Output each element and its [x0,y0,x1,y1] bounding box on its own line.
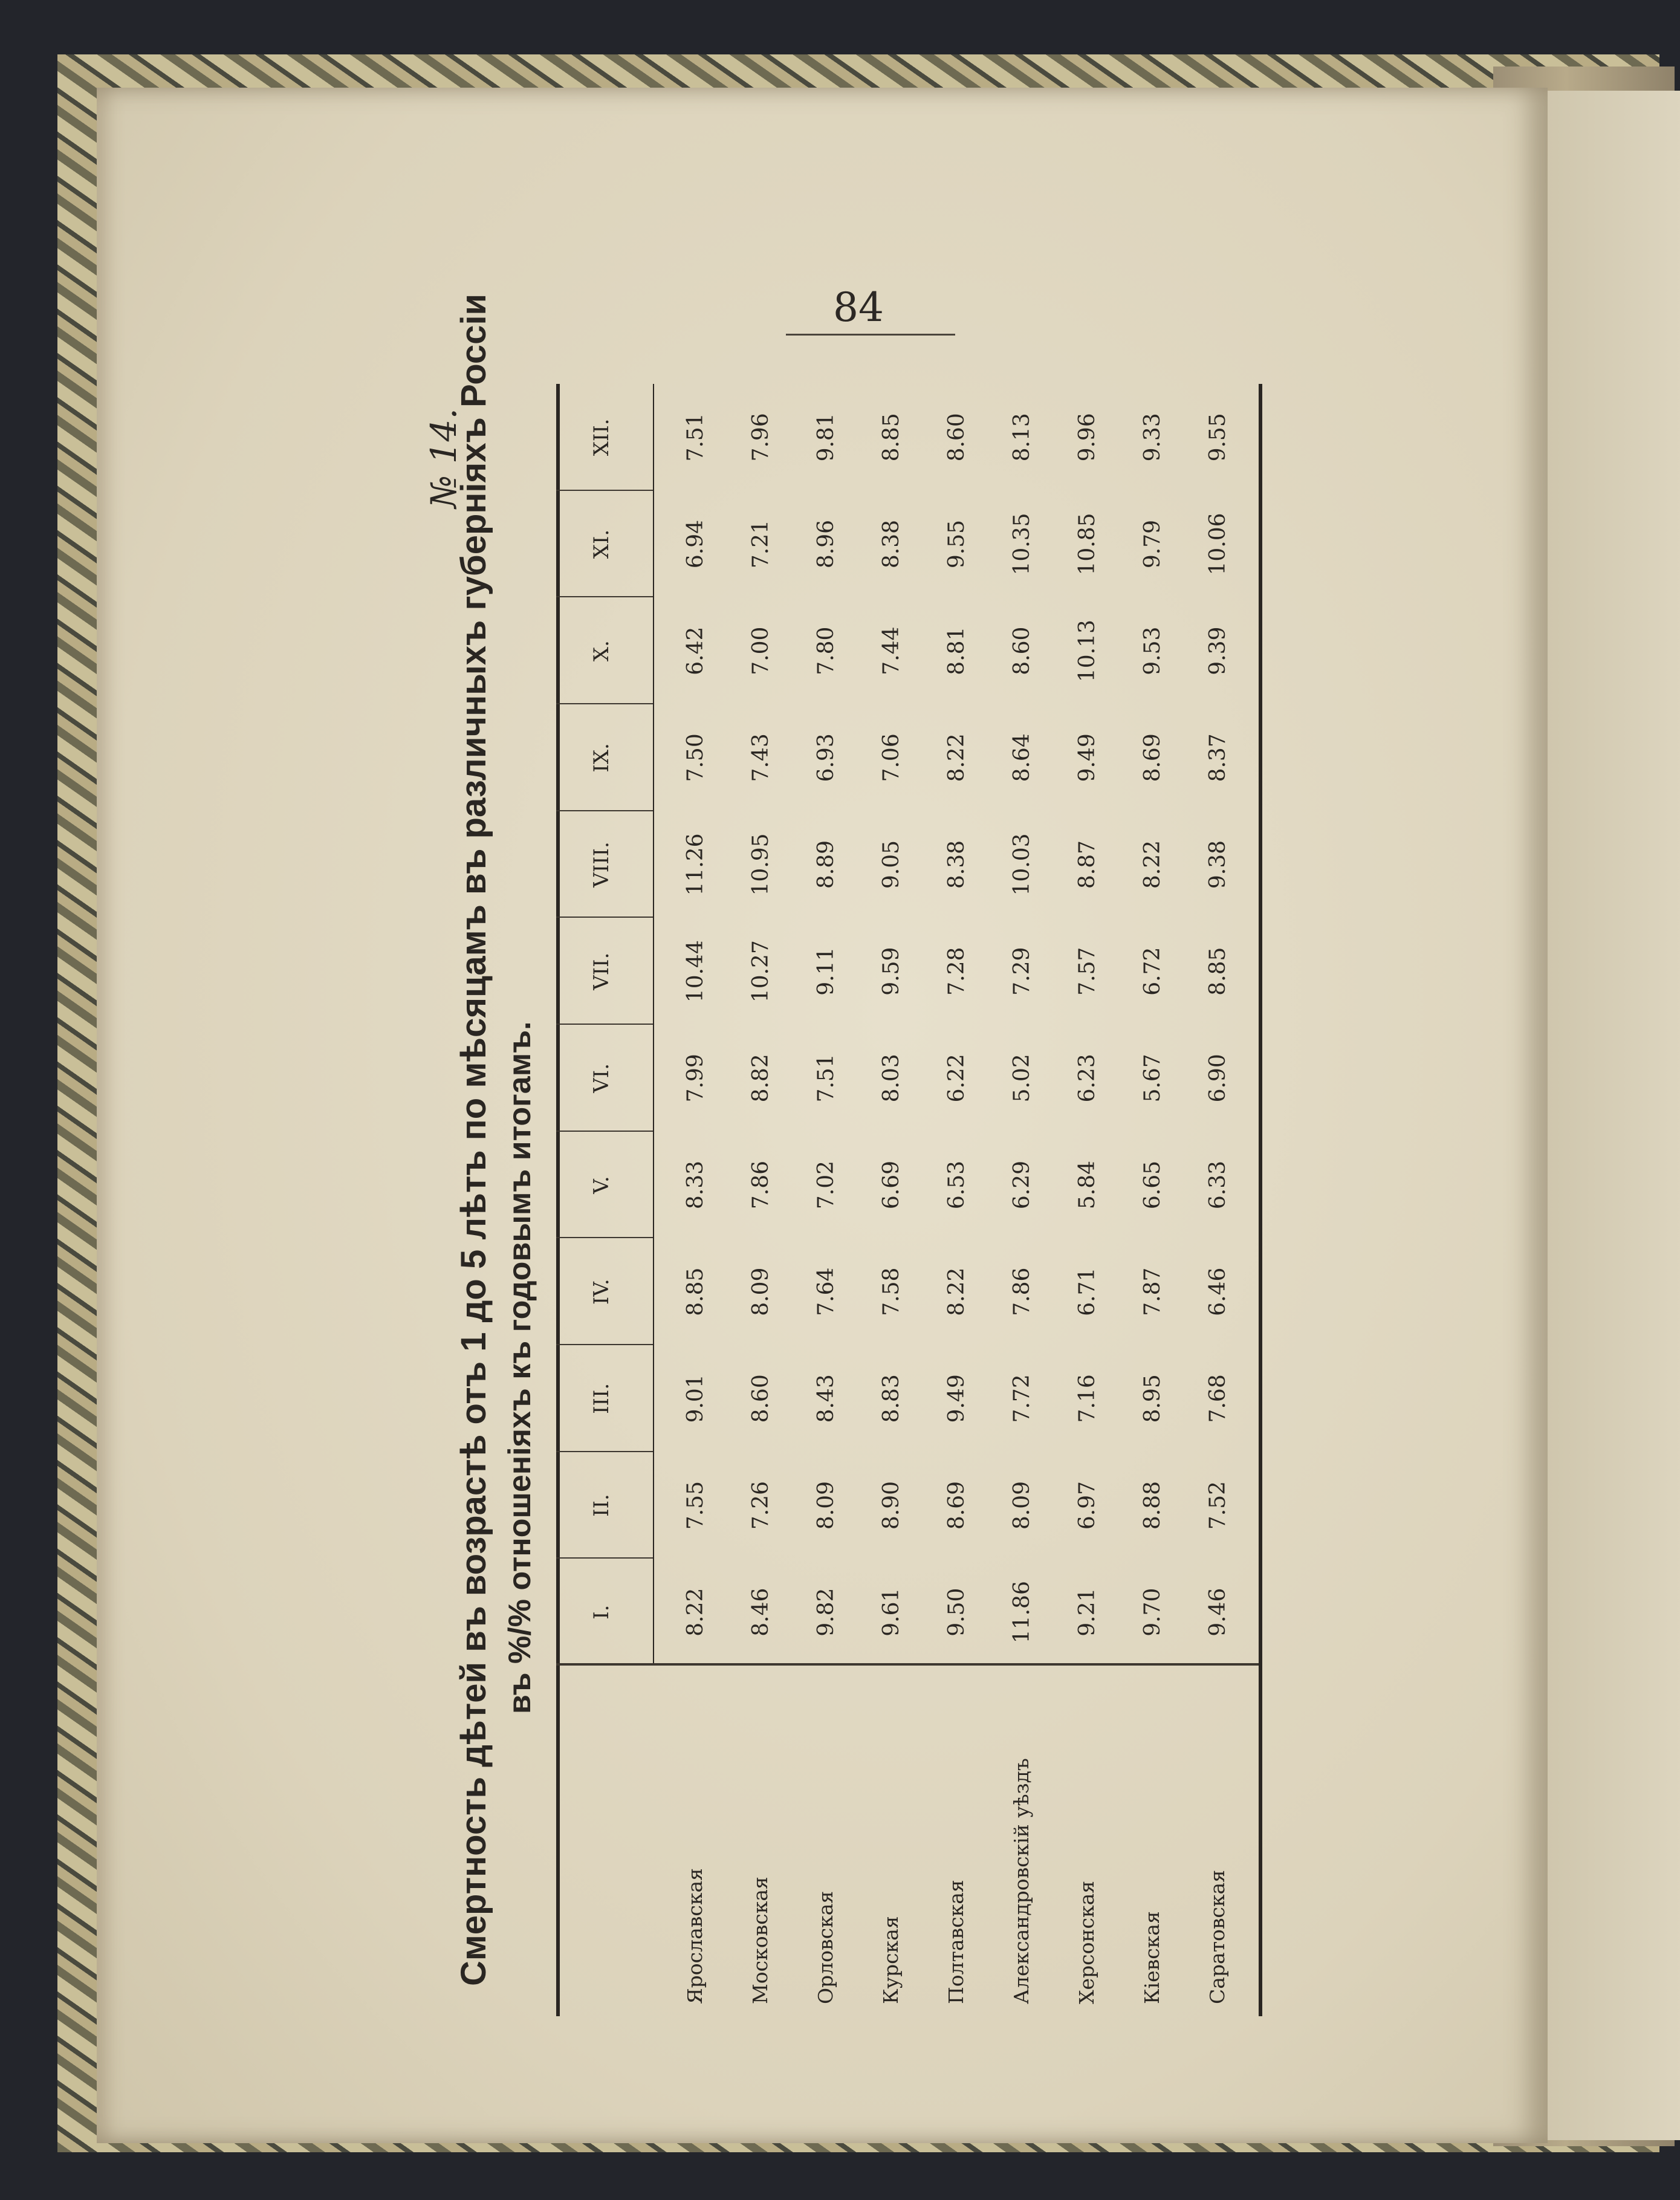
table-cell: 7.80 [814,626,838,675]
month-header: I. [589,1605,614,1620]
table-cell: 8.69 [944,1481,969,1530]
month-header: XII. [589,418,614,456]
row-label: Саратовская [1205,1869,1229,2004]
table-cell: 10.27 [748,940,773,1003]
table-cell: 7.86 [1010,1267,1034,1316]
table-cell: 9.96 [1075,413,1100,462]
table-cell: 9.55 [1205,413,1230,462]
table-cell: 9.79 [1140,519,1165,569]
table-cell: 8.22 [944,1267,969,1316]
table-cell: 6.22 [944,1054,969,1103]
month-header: X. [589,640,614,662]
table-cell: 11.26 [683,833,708,896]
table-cell: 10.03 [1010,833,1034,896]
table-cell: 8.82 [748,1054,773,1103]
table-cell: 6.53 [944,1160,969,1210]
month-header: V. [589,1176,614,1194]
table-cell: 6.72 [1140,947,1165,996]
table-cell: 7.28 [944,947,969,996]
table-cell: 7.21 [748,519,773,569]
table-cell: 7.57 [1075,947,1100,996]
table-cell: 5.84 [1075,1160,1100,1210]
table-cell: 9.59 [879,947,904,996]
table-number: № 14. [423,408,464,508]
table-top-rule [556,384,560,2016]
month-header: VI. [589,1063,614,1093]
table-cell: 9.49 [1075,733,1100,782]
table-cell: 7.06 [879,733,904,782]
table-cell: 7.99 [683,1054,708,1103]
table-cell: 9.21 [1075,1588,1100,1637]
row-label: Ярославская [683,1868,707,2004]
row-label: Херсонская [1075,1880,1098,2004]
table-cell: 7.58 [879,1267,904,1316]
month-header: XI. [589,529,614,559]
header-underline [653,384,654,1666]
table-cell: 5.67 [1140,1054,1165,1103]
table-cell: 6.46 [1205,1267,1230,1316]
table-cell: 9.53 [1140,626,1165,675]
month-header: III. [589,1383,614,1414]
table-cell: 8.90 [879,1481,904,1530]
table-cell: 9.33 [1140,413,1165,462]
row-label: Орловская [814,1890,837,2004]
month-header: IX. [589,743,614,773]
table-cell: 6.33 [1205,1160,1230,1210]
table-cell: 7.87 [1140,1267,1165,1316]
table-cell: 8.33 [683,1160,708,1210]
table-cell: 7.43 [748,733,773,782]
table-cell: 9.82 [814,1588,838,1637]
table-cell: 8.03 [879,1054,904,1103]
row-label: Курская [879,1916,903,2004]
table-cell: 7.02 [814,1160,838,1210]
table-cell: 8.95 [1140,1374,1165,1423]
table-cell: 9.01 [683,1374,708,1423]
table-cell: 8.38 [944,840,969,889]
facing-page [1545,91,1680,2140]
table-cell: 5.02 [1010,1054,1034,1103]
table-cell: 9.55 [944,519,969,569]
table-cell: 8.89 [814,840,838,889]
table-cell: 8.60 [748,1374,773,1423]
page-number-rule [786,334,955,336]
page-number: 84 [833,284,884,331]
table-cell: 9.11 [814,947,838,996]
table-cell: 8.60 [1010,626,1034,675]
table-cell: 7.50 [683,733,708,782]
table-cell: 9.39 [1205,626,1230,675]
table-cell: 9.81 [814,413,838,462]
table-cell: 7.72 [1010,1374,1034,1423]
table-cell: 8.22 [1140,840,1165,889]
month-header: IV. [589,1279,614,1305]
table-cell: 9.49 [944,1374,969,1423]
table-cell: 7.52 [1205,1481,1230,1530]
table-cell: 7.00 [748,626,773,675]
table-cell: 8.81 [944,626,969,675]
table-cell: 7.26 [748,1481,773,1530]
table-cell: 7.55 [683,1481,708,1530]
table-cell: 8.87 [1075,840,1100,889]
table-cell: 10.35 [1010,513,1034,576]
month-header: II. [589,1494,614,1517]
table-cell: 8.88 [1140,1481,1165,1530]
table-cell: 7.16 [1075,1374,1100,1423]
table-cell: 6.42 [683,626,708,675]
table-cell: 8.38 [879,519,904,569]
table-cell: 6.97 [1075,1481,1100,1530]
table-cell: 7.51 [683,413,708,462]
table-cell: 8.85 [683,1267,708,1316]
row-label: Кіевская [1140,1911,1164,2004]
table-cell: 8.09 [748,1267,773,1316]
table-cell: 8.22 [944,733,969,782]
table-cell: 10.44 [683,940,708,1003]
table-cell: 10.85 [1075,513,1100,576]
table-title: Смертность дѣтей въ возрастѣ отъ 1 до 5 лѣтъ по мѣсяцамъ въ различныхъ губерніяхъ Россіи [454,293,493,1986]
table-cell: 9.50 [944,1588,969,1637]
table-cell: 8.09 [814,1481,838,1530]
table-cell: 8.22 [683,1588,708,1637]
table-cell: 8.09 [1010,1481,1034,1530]
table-cell: 8.60 [944,413,969,462]
table-cell: 9.46 [1205,1588,1230,1637]
table-cell: 9.61 [879,1588,904,1637]
table-cell: 6.23 [1075,1054,1100,1103]
table-cell: 10.06 [1205,513,1230,576]
table-cell: 8.46 [748,1588,773,1637]
table-bottom-rule [1259,384,1262,2016]
table-cell: 7.29 [1010,947,1034,996]
month-header: VIII. [589,842,614,887]
table-cell: 6.71 [1075,1267,1100,1316]
table-cell: 8.69 [1140,733,1165,782]
table-cell: 6.65 [1140,1160,1165,1210]
table-cell: 6.90 [1205,1054,1230,1103]
row-label: Полтавская [944,1880,968,2004]
table-cell: 10.13 [1075,620,1100,683]
table-cell: 7.44 [879,626,904,675]
table-cell: 8.85 [1205,947,1230,996]
table-cell: 10.95 [748,833,773,896]
table-cell: 8.37 [1205,733,1230,782]
mortality-table [556,384,1257,2016]
table-cell: 7.86 [748,1160,773,1210]
rotated-table-block [423,293,1270,2016]
table-subtitle: въ %/% отношеніяхъ къ годовымъ итогамъ. [502,1021,537,1714]
table-cell: 8.83 [879,1374,904,1423]
table-cell: 11.86 [1010,1581,1034,1644]
table-cell: 8.96 [814,519,838,569]
table-cell: 6.94 [683,519,708,569]
table-cell: 8.85 [879,413,904,462]
table-cell: 9.38 [1205,840,1230,889]
table-cell: 7.51 [814,1054,838,1103]
table-cell: 6.29 [1010,1160,1034,1210]
table-cell: 6.93 [814,733,838,782]
table-cell: 7.96 [748,413,773,462]
table-cell: 8.43 [814,1374,838,1423]
row-label: Александровскій уѣздъ [1010,1758,1033,2004]
table-cell: 6.69 [879,1160,904,1210]
table-cell: 8.64 [1010,733,1034,782]
table-cell: 7.64 [814,1267,838,1316]
table-cell: 9.70 [1140,1588,1165,1637]
table-cell: 8.13 [1010,413,1034,462]
table-cell: 9.05 [879,840,904,889]
table-cell: 7.68 [1205,1374,1230,1423]
row-label: Московская [748,1877,772,2004]
month-header: VII. [589,952,614,990]
